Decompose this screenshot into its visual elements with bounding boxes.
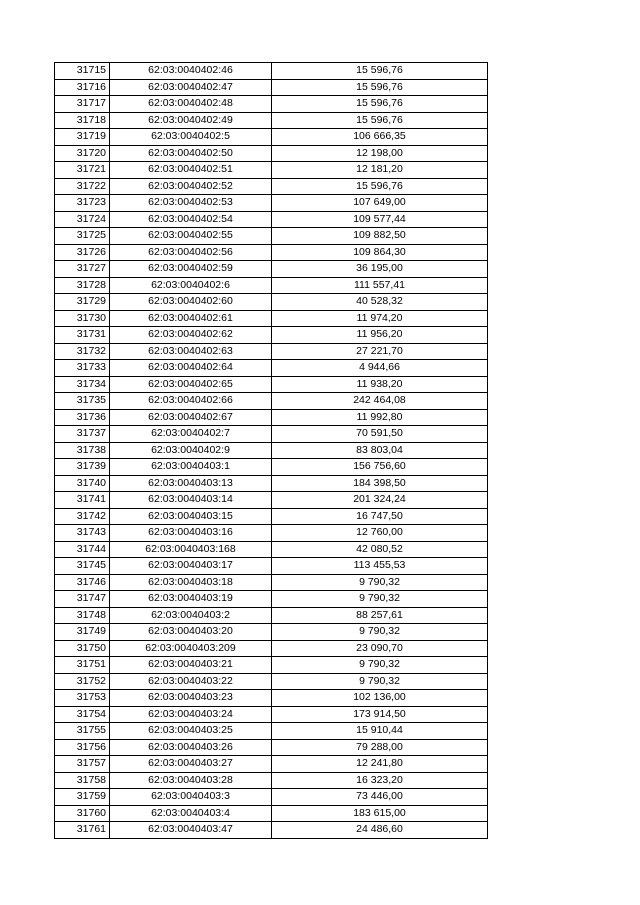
- row-number-cell: 31749: [55, 624, 110, 641]
- cadastral-number-cell: 62:03:0040402:62: [110, 327, 272, 344]
- table-row: [55, 178, 488, 195]
- row-number-cell: 31744: [55, 541, 110, 558]
- table-row: [55, 492, 488, 509]
- cadastral-number-cell: 62:03:0040402:9: [110, 442, 272, 459]
- cadastral-value-cell: 15 596,76: [272, 63, 488, 80]
- cadastral-number-cell: 62:03:0040402:54: [110, 211, 272, 228]
- cadastral-value-cell: 9 790,32: [272, 673, 488, 690]
- row-number-cell: 31753: [55, 690, 110, 707]
- cadastral-number-cell: 62:03:0040402:65: [110, 376, 272, 393]
- row-number-cell: 31757: [55, 756, 110, 773]
- table-row: [55, 525, 488, 542]
- cadastral-value-cell: 9 790,32: [272, 657, 488, 674]
- cadastral-number-cell: 62:03:0040402:47: [110, 79, 272, 96]
- cadastral-number-cell: 62:03:0040402:6: [110, 277, 272, 294]
- cadastral-number-cell: 62:03:0040403:19: [110, 591, 272, 608]
- cadastral-value-cell: 36 195,00: [272, 261, 488, 278]
- table-row: [55, 261, 488, 278]
- cadastral-value-cell: 70 591,50: [272, 426, 488, 443]
- cadastral-number-cell: 62:03:0040403:26: [110, 739, 272, 756]
- cadastral-number-cell: 62:03:0040403:25: [110, 723, 272, 740]
- table-row: [55, 624, 488, 641]
- cadastral-number-cell: 62:03:0040402:55: [110, 228, 272, 245]
- table-row: [55, 96, 488, 113]
- cadastral-value-cell: 12 760,00: [272, 525, 488, 542]
- row-number-cell: 31759: [55, 789, 110, 806]
- cadastral-value-cell: 16 747,50: [272, 508, 488, 525]
- cadastral-number-cell: 62:03:0040403:168: [110, 541, 272, 558]
- row-number-cell: 31748: [55, 607, 110, 624]
- table-row: [55, 145, 488, 162]
- cadastral-value-cell: 83 803,04: [272, 442, 488, 459]
- table-row: [55, 228, 488, 245]
- cadastral-value-cell: 27 221,70: [272, 343, 488, 360]
- table-row: [55, 508, 488, 525]
- cadastral-value-cell: 201 324,24: [272, 492, 488, 509]
- cadastral-value-cell: 15 910,44: [272, 723, 488, 740]
- row-number-cell: 31731: [55, 327, 110, 344]
- table-row: [55, 673, 488, 690]
- cadastral-value-cell: 15 596,76: [272, 79, 488, 96]
- table-row: [55, 657, 488, 674]
- table-row: [55, 211, 488, 228]
- cadastral-value-cell: 23 090,70: [272, 640, 488, 657]
- cadastral-value-cell: 107 649,00: [272, 195, 488, 212]
- cadastral-value-cell: 106 666,35: [272, 129, 488, 146]
- cadastral-number-cell: 62:03:0040402:63: [110, 343, 272, 360]
- row-number-cell: 31739: [55, 459, 110, 476]
- row-number-cell: 31718: [55, 112, 110, 129]
- cadastral-number-cell: 62:03:0040403:22: [110, 673, 272, 690]
- cadastral-value-cell: 24 486,60: [272, 822, 488, 839]
- cadastral-value-cell: 156 756,60: [272, 459, 488, 476]
- cadastral-value-cell: 12 181,20: [272, 162, 488, 179]
- table-row: [55, 277, 488, 294]
- row-number-cell: 31747: [55, 591, 110, 608]
- cadastral-number-cell: 62:03:0040402:49: [110, 112, 272, 129]
- row-number-cell: 31738: [55, 442, 110, 459]
- table-row: [55, 723, 488, 740]
- row-number-cell: 31722: [55, 178, 110, 195]
- row-number-cell: 31717: [55, 96, 110, 113]
- cadastral-number-cell: 62:03:0040403:20: [110, 624, 272, 641]
- row-number-cell: 31755: [55, 723, 110, 740]
- document-page: [54, 62, 487, 839]
- row-number-cell: 31745: [55, 558, 110, 575]
- cadastral-number-cell: 62:03:0040403:27: [110, 756, 272, 773]
- row-number-cell: 31761: [55, 822, 110, 839]
- cadastral-value-cell: 15 596,76: [272, 112, 488, 129]
- cadastral-number-cell: 62:03:0040403:28: [110, 772, 272, 789]
- row-number-cell: 31724: [55, 211, 110, 228]
- row-number-cell: 31715: [55, 63, 110, 80]
- row-number-cell: 31741: [55, 492, 110, 509]
- table-row: [55, 393, 488, 410]
- row-number-cell: 31760: [55, 805, 110, 822]
- cadastral-number-cell: 62:03:0040402:5: [110, 129, 272, 146]
- cadastral-value-cell: 11 956,20: [272, 327, 488, 344]
- table-row: [55, 558, 488, 575]
- row-number-cell: 31743: [55, 525, 110, 542]
- cadastral-value-cell: 183 615,00: [272, 805, 488, 822]
- row-number-cell: 31742: [55, 508, 110, 525]
- cadastral-value-cell: 79 288,00: [272, 739, 488, 756]
- cadastral-value-cell: 12 241,80: [272, 756, 488, 773]
- table-row: [55, 690, 488, 707]
- cadastral-number-cell: 62:03:0040403:4: [110, 805, 272, 822]
- table-row: [55, 409, 488, 426]
- cadastral-value-cell: 11 992,80: [272, 409, 488, 426]
- table-row: [55, 475, 488, 492]
- table-row: [55, 79, 488, 96]
- row-number-cell: 31752: [55, 673, 110, 690]
- table-row: [55, 442, 488, 459]
- row-number-cell: 31730: [55, 310, 110, 327]
- row-number-cell: 31728: [55, 277, 110, 294]
- row-number-cell: 31758: [55, 772, 110, 789]
- cadastral-value-cell: 42 080,52: [272, 541, 488, 558]
- row-number-cell: 31756: [55, 739, 110, 756]
- row-number-cell: 31733: [55, 360, 110, 377]
- table-row: [55, 129, 488, 146]
- row-number-cell: 31751: [55, 657, 110, 674]
- cadastral-value-cell: 242 464,08: [272, 393, 488, 410]
- cadastral-value-cell: 12 198,00: [272, 145, 488, 162]
- table-row: [55, 789, 488, 806]
- cadastral-number-cell: 62:03:0040402:61: [110, 310, 272, 327]
- row-number-cell: 31754: [55, 706, 110, 723]
- cadastral-number-cell: 62:03:0040402:60: [110, 294, 272, 311]
- cadastral-value-cell: 9 790,32: [272, 574, 488, 591]
- row-number-cell: 31720: [55, 145, 110, 162]
- cadastral-number-cell: 62:03:0040402:50: [110, 145, 272, 162]
- row-number-cell: 31734: [55, 376, 110, 393]
- cadastral-value-cell: 109 882,50: [272, 228, 488, 245]
- cadastral-number-cell: 62:03:0040403:17: [110, 558, 272, 575]
- cadastral-value-cell: 109 577,44: [272, 211, 488, 228]
- table-row: [55, 822, 488, 839]
- table-row: [55, 426, 488, 443]
- row-number-cell: 31746: [55, 574, 110, 591]
- cadastral-value-cell: 109 864,30: [272, 244, 488, 261]
- table-row: [55, 360, 488, 377]
- cadastral-number-cell: 62:03:0040402:51: [110, 162, 272, 179]
- table-row: [55, 244, 488, 261]
- row-number-cell: 31726: [55, 244, 110, 261]
- row-number-cell: 31732: [55, 343, 110, 360]
- cadastral-value-cell: 4 944,66: [272, 360, 488, 377]
- cadastral-value-cell: 111 557,41: [272, 277, 488, 294]
- cadastral-number-cell: 62:03:0040403:13: [110, 475, 272, 492]
- cadastral-number-cell: 62:03:0040403:2: [110, 607, 272, 624]
- cadastral-number-cell: 62:03:0040402:53: [110, 195, 272, 212]
- row-number-cell: 31725: [55, 228, 110, 245]
- table-row: [55, 706, 488, 723]
- cadastral-number-cell: 62:03:0040402:48: [110, 96, 272, 113]
- row-number-cell: 31740: [55, 475, 110, 492]
- row-number-cell: 31750: [55, 640, 110, 657]
- table-row: [55, 756, 488, 773]
- table-row: [55, 607, 488, 624]
- row-number-cell: 31736: [55, 409, 110, 426]
- table-row: [55, 541, 488, 558]
- cadastral-value-cell: 16 323,20: [272, 772, 488, 789]
- cadastral-number-cell: 62:03:0040402:59: [110, 261, 272, 278]
- cadastral-number-cell: 62:03:0040403:14: [110, 492, 272, 509]
- row-number-cell: 31737: [55, 426, 110, 443]
- row-number-cell: 31721: [55, 162, 110, 179]
- cadastral-value-cell: 88 257,61: [272, 607, 488, 624]
- cadastral-number-cell: 62:03:0040402:67: [110, 409, 272, 426]
- table-row: [55, 640, 488, 657]
- cadastral-number-cell: 62:03:0040403:18: [110, 574, 272, 591]
- cadastral-number-cell: 62:03:0040403:15: [110, 508, 272, 525]
- cadastral-number-cell: 62:03:0040402:7: [110, 426, 272, 443]
- table-row: [55, 195, 488, 212]
- table-row: [55, 459, 488, 476]
- cadastral-value-cell: 73 446,00: [272, 789, 488, 806]
- table-row: [55, 574, 488, 591]
- table-row: [55, 327, 488, 344]
- cadastral-number-cell: 62:03:0040403:21: [110, 657, 272, 674]
- table-body: [55, 63, 488, 839]
- row-number-cell: 31716: [55, 79, 110, 96]
- cadastral-value-cell: 11 938,20: [272, 376, 488, 393]
- cadastral-number-cell: 62:03:0040403:16: [110, 525, 272, 542]
- cadastral-number-cell: 62:03:0040402:52: [110, 178, 272, 195]
- cadastral-number-cell: 62:03:0040402:66: [110, 393, 272, 410]
- cadastral-value-table: [54, 62, 488, 839]
- cadastral-value-cell: 113 455,53: [272, 558, 488, 575]
- table-row: [55, 739, 488, 756]
- cadastral-value-cell: 15 596,76: [272, 96, 488, 113]
- cadastral-value-cell: 184 398,50: [272, 475, 488, 492]
- table-row: [55, 63, 488, 80]
- table-row: [55, 294, 488, 311]
- cadastral-number-cell: 62:03:0040402:46: [110, 63, 272, 80]
- table-row: [55, 772, 488, 789]
- cadastral-number-cell: 62:03:0040403:209: [110, 640, 272, 657]
- table-row: [55, 805, 488, 822]
- cadastral-number-cell: 62:03:0040403:47: [110, 822, 272, 839]
- row-number-cell: 31723: [55, 195, 110, 212]
- cadastral-value-cell: 173 914,50: [272, 706, 488, 723]
- row-number-cell: 31719: [55, 129, 110, 146]
- table-row: [55, 310, 488, 327]
- cadastral-number-cell: 62:03:0040403:3: [110, 789, 272, 806]
- cadastral-value-cell: 40 528,32: [272, 294, 488, 311]
- cadastral-number-cell: 62:03:0040402:64: [110, 360, 272, 377]
- table-row: [55, 162, 488, 179]
- cadastral-number-cell: 62:03:0040403:1: [110, 459, 272, 476]
- cadastral-value-cell: 102 136,00: [272, 690, 488, 707]
- cadastral-number-cell: 62:03:0040402:56: [110, 244, 272, 261]
- table-row: [55, 376, 488, 393]
- cadastral-number-cell: 62:03:0040403:23: [110, 690, 272, 707]
- table-row: [55, 591, 488, 608]
- table-row: [55, 343, 488, 360]
- cadastral-value-cell: 9 790,32: [272, 591, 488, 608]
- row-number-cell: 31735: [55, 393, 110, 410]
- table-row: [55, 112, 488, 129]
- cadastral-number-cell: 62:03:0040403:24: [110, 706, 272, 723]
- cadastral-value-cell: 15 596,76: [272, 178, 488, 195]
- row-number-cell: 31727: [55, 261, 110, 278]
- row-number-cell: 31729: [55, 294, 110, 311]
- cadastral-value-cell: 11 974,20: [272, 310, 488, 327]
- cadastral-value-cell: 9 790,32: [272, 624, 488, 641]
